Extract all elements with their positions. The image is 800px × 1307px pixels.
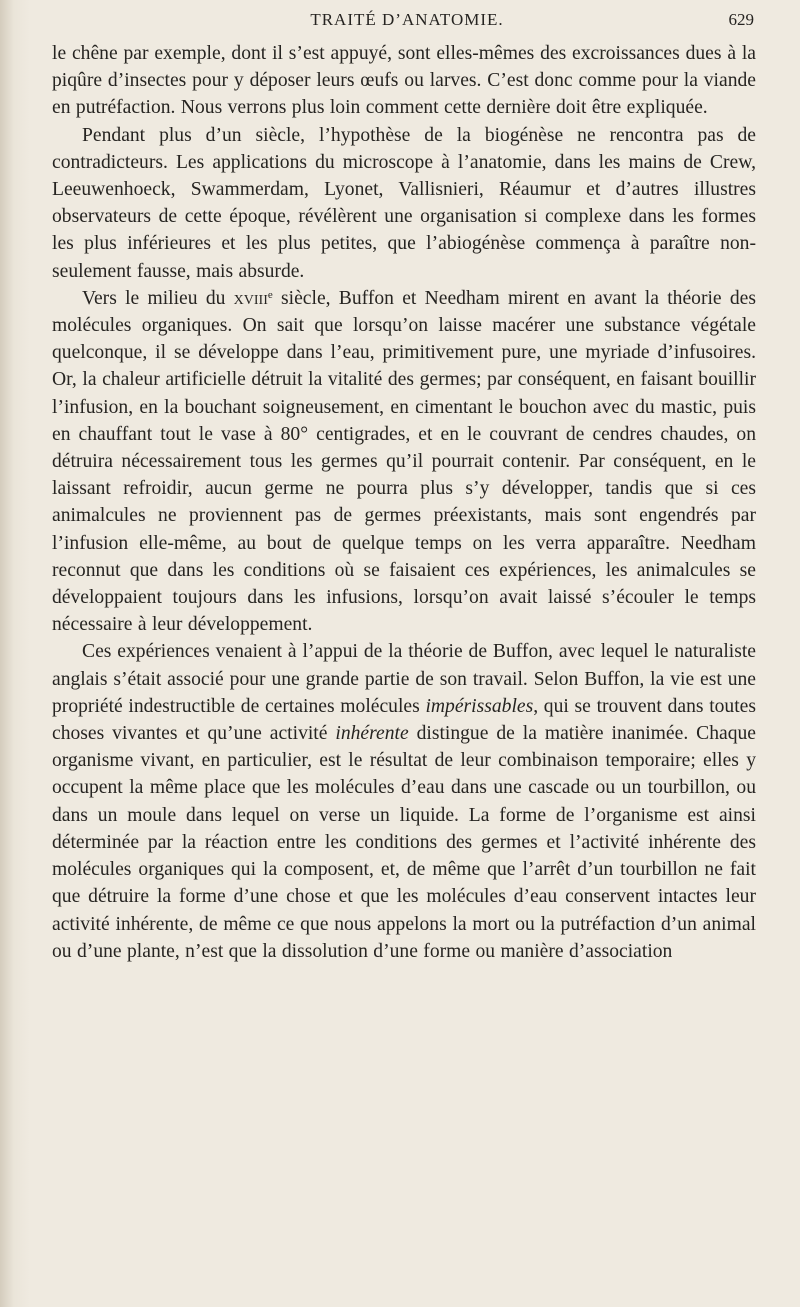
century-superscript: e	[267, 288, 273, 301]
paragraph-2: Pendant plus d’un siècle, l’hypothèse de la biogénèse ne rencontra pas de contradicteurs. Les applications du microscope à l’anatomie, dans les mains de Crew, Leeuwenhoeck, Swammerdam, Lyonet, Vallisnieri, Réaumur et d’autres illustres observateurs de cette époque, révélèrent une organisation si complexe dans les formes les plus inférieures et les plus petites, que l’abiogénèse commença à paraître non-seulement fausse, mais absurde.	[52, 124, 756, 282]
paragraph-4-text-1: Ces expériences venaient à l’appui de la théorie de Buffon, avec lequel le naturaliste anglais s’était associé pour une grande partie de son travail. Selon Buffon, la vie est une propriété indestructible de certaines molécules	[52, 641, 756, 717]
paragraph-3-text-before: Vers le milieu du	[82, 287, 234, 309]
running-title: TRAITÉ D’ANATOMIE.	[310, 10, 504, 29]
italic-term-inherente: inhérente	[335, 723, 409, 745]
paragraph-4-text-3: distingue de la matière inanimée. Chaque organisme vivant, en particulier, est le résultat de leur combinaison temporaire; elles y occupent la même place que les molécules d’eau dans une cascade ou un tourbillon, ou dans un moule dans lequel on verse un liquide. La forme de l’organisme est ainsi déterminée par la réaction entre les conditions des germes et l’activité inhérente des molécules organiques qui la composent, et, de même que l’arrêt d’un tourbillon ne fait que détruire la forme d’une chose et que les molécules d’eau conservent intactes leur activité inhérente, de même ce que nous appelons la mort ou la putréfaction d’un animal ou d’une plante, n’est que la dissolution d’une forme ou manière d’association	[52, 723, 756, 962]
italic-term-imperissables: impérissables	[425, 695, 534, 717]
paragraph-3-text-after: siècle, Buffon et Needham mirent en avant la théorie des molécules organiques. On sait que lorsqu’on laisse macérer une substance végétale quelconque, il se développe dans l’eau, primitivement pure, une myriade d’infusoires. Or, la chaleur artificielle détruit la vitalité des germes; par conséquent, en faisant bouillir l’infusion, en la bouchant soigneusement, en cimentant le bouchon avec du mastic, puis en chauffant tout le vase à 80° centigrades, et en le couvrant de cendres chaudes, on détruira nécessairement tous les germes qu’il pourrait contenir. Par conséquent, en le laissant refroidir, aucun germe ne pourra plus s’y développer, tandis que si ces animalcules ne proviennent pas de germes préexistants, mais sont engendrés par l’infusion elle-même, au bout de quelque temps on les verra apparaître. Needham reconnut que dans les conditions où se faisaient ces expériences, les animalcules se développaient toujours dans les infusions, lorsqu’on avait laissé s’écouler le temps nécessaire à leur développement.	[52, 287, 756, 636]
paragraph-4	[52, 638, 756, 964]
paragraph-1: le chêne par exemple, dont il s’est appuyé, sont elles-mêmes des excroissances dues à la piqûre d’insectes pour y déposer leurs œufs ou larves. C’est donc comme pour la viande en putréfaction. Nous verrons plus loin comment cette dernière doit être expliquée.	[52, 43, 756, 119]
century-numeral: xviii	[233, 287, 268, 309]
page-number: 629	[728, 10, 754, 29]
body-text	[52, 40, 756, 965]
paragraph-3	[52, 285, 756, 639]
paragraph-4-text-2: , qui se trouvent dans toutes choses vivantes et qu’une activité	[52, 695, 756, 745]
running-head	[60, 10, 754, 34]
